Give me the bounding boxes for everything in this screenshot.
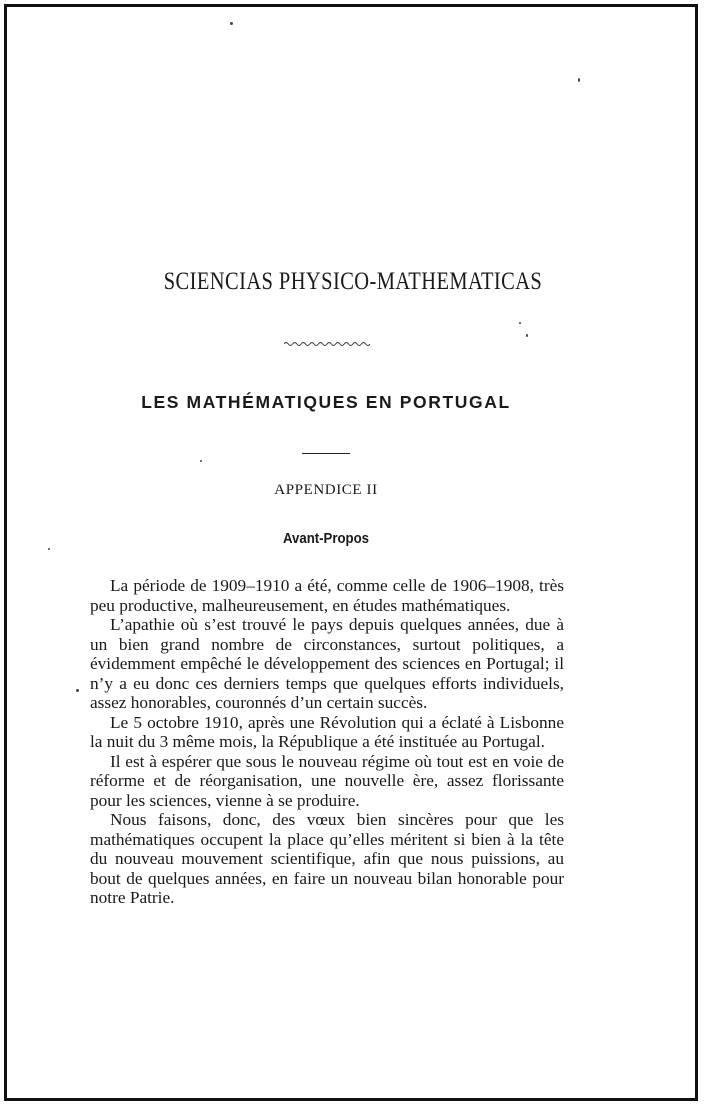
speck (200, 460, 202, 462)
speck (526, 334, 528, 337)
speck (578, 78, 580, 82)
paragraph: Le 5 octobre 1910, après une Révolution qui a éclaté à Lisbonne la nuit du 3 même mois, la République a été instituée au Portugal. (90, 712, 564, 751)
speck (230, 22, 233, 25)
paragraph: La période de 1909–1910 a été, comme celle de 1906–1908, très peu productive, malheureusement, en études mathématiques. (90, 576, 564, 615)
paragraph: L’apathie où s’est trouvé le pays depuis quelques années, due à un bien grand nombre de circonstances, surtout politiques, a évidemment empêché le développement des sciences en Portugal; il n’y a eu donc ces derniers temps que quelques efforts individuels, assez honorables, couronnés d’un certain succès. (90, 615, 564, 712)
speck (519, 322, 521, 324)
scan-border (4, 4, 698, 1101)
article-title: LES MATHÉMATIQUES EN PORTUGAL (141, 392, 511, 412)
speck (48, 548, 50, 550)
wavy-ornament-rule (284, 340, 370, 348)
paragraph: Nous faisons, donc, des vœux bien sincères pour que les mathématiques occupent la place qu’elles méritent si bien à la tête du nouveau mouvement scientifique, afin que nous puissions, au bout de quelques années, en faire un nouveau bilan honorable pour notre Patrie. (90, 810, 564, 907)
journal-section-title: SCIENCIAS PHYSICO-MATHEMATICAS (163, 268, 543, 295)
appendix-label: APPENDICE II (274, 482, 378, 498)
paragraph: Il est à espérer que sous le nouveau régime où tout est en voie de réforme et de réorganisation, une nouvelle ère, assez florissante pour les sciences, vienne à se produire. (90, 751, 564, 810)
speck (76, 689, 79, 692)
title-divider-rule (302, 453, 350, 454)
section-heading: Avant-Propos (282, 530, 370, 547)
body-text (90, 576, 564, 908)
